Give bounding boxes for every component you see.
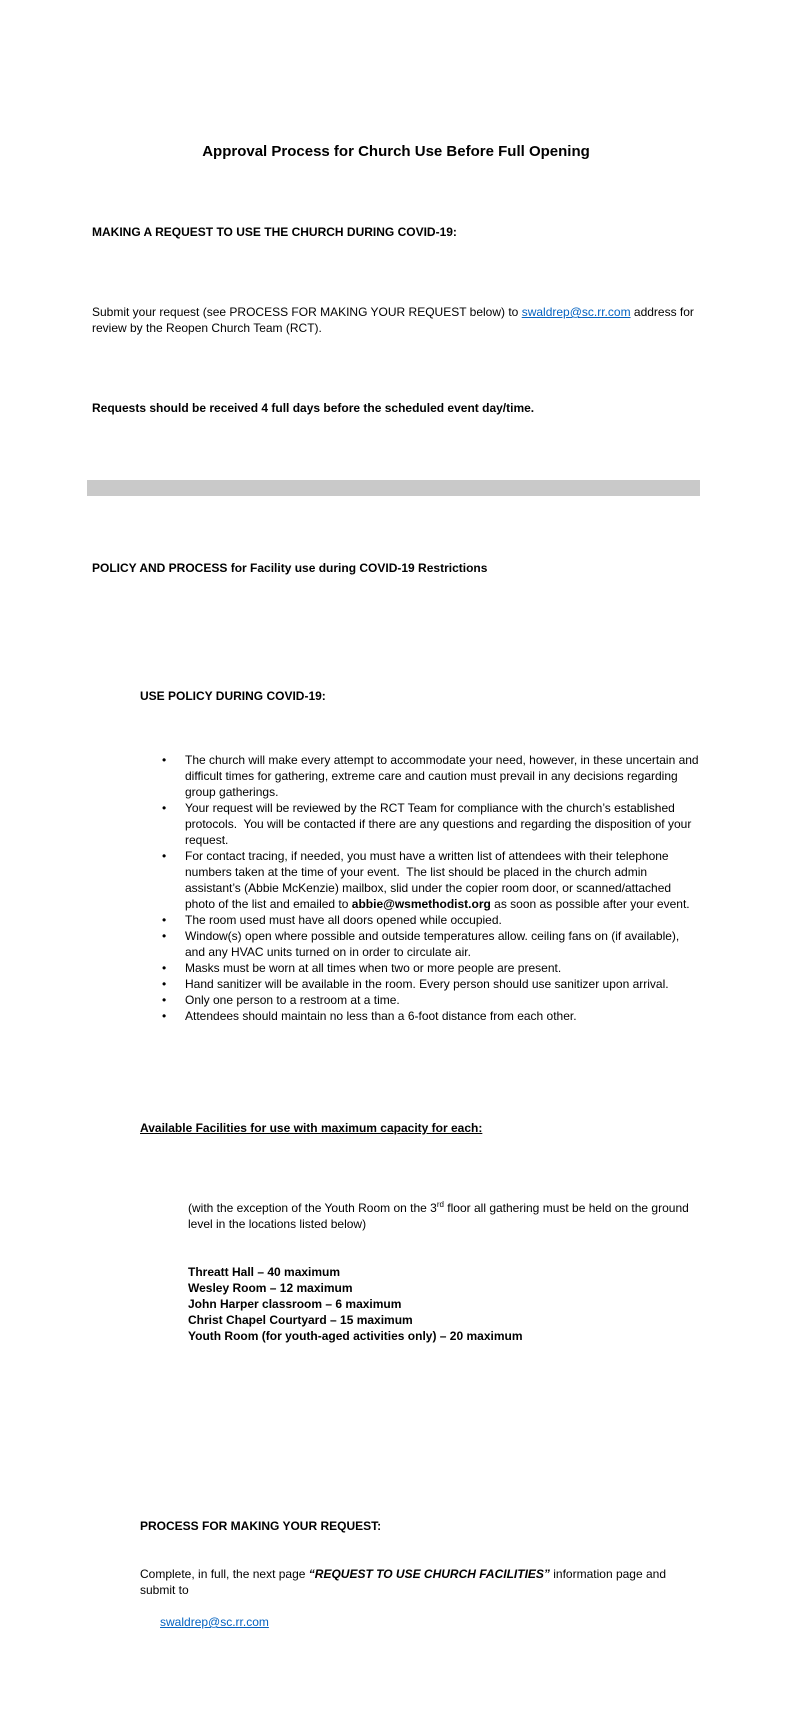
- email-link-swaldrep[interactable]: swaldrep@sc.rr.com: [521, 305, 631, 319]
- facility-room: John Harper classroom – 6 maximum: [188, 1297, 402, 1311]
- policy-bullet: [185, 752, 700, 800]
- facilities-note: [188, 1200, 700, 1232]
- text-segment: The church will make every attempt to accommodate your need, however, in these uncertain and difficult times for gathering, extreme care and caution must prevail in any decisions regarding group gatherings.: [185, 753, 702, 799]
- text-segment: Attendees should maintain no less than a 6-foot distance from each other.: [185, 1009, 577, 1023]
- process-section: [140, 1486, 700, 1646]
- use-policy-heading: USE POLICY DURING COVID-19:: [140, 689, 326, 703]
- text-segment: rd: [436, 1200, 444, 1209]
- deadline-note: Requests should be received 4 full days before the scheduled event day/time.: [92, 401, 535, 415]
- policy-bullet: [185, 976, 700, 992]
- facility-room: Threatt Hall – 40 maximum: [188, 1265, 341, 1279]
- page-title: Approval Process for Church Use Before Full Opening: [202, 143, 590, 160]
- policy-bullet: [185, 1008, 700, 1024]
- text-segment: Hand sanitizer will be available in the room. Every person should use sanitizer upon arrival.: [185, 977, 669, 991]
- text-segment: The room used must have all doors opened while occupied.: [185, 913, 502, 927]
- text-segment: Only one person to a restroom at a time.: [185, 993, 400, 1007]
- email-link-swaldrep-footer[interactable]: swaldrep@sc.rr.com: [160, 1615, 269, 1629]
- text-segment: Your request will be reviewed by the RCT Team for compliance with the church’s established protocols. You will be contacted if there are any questions and regarding the disposition of your request.: [185, 801, 695, 847]
- facilities-section: [140, 1088, 700, 1408]
- email-text-abbie: abbie@wsmethodist.org: [351, 897, 491, 911]
- section-divider-bar: [87, 480, 700, 496]
- submit-request-paragraph: [92, 304, 700, 336]
- policy-bullet: [185, 960, 700, 976]
- facility-room: Youth Room (for youth-aged activities only) – 20 maximum: [188, 1329, 523, 1343]
- text-segment: Masks must be worn at all times when two or more people are present.: [185, 961, 562, 975]
- text-segment: For contact tracing, if needed, you must have a written list of attendees with their telephone numbers taken at the time of your event. The list should be placed in the church admin assistant’s (Abbie McKenzie) mailbox, slid under the copier room door, or scanned/attached photo of the list and emailed to: [185, 849, 675, 911]
- policy-bullet: [185, 992, 700, 1008]
- text-segment: Complete, in full, the next page: [140, 1567, 309, 1581]
- facilities-room-list: [188, 1264, 700, 1344]
- text-segment: as soon as possible after your event.: [490, 897, 690, 911]
- text-segment: floor all gathering must be held on the ground level in the locations listed below): [188, 1201, 693, 1231]
- policy-section: [140, 640, 700, 1694]
- policy-bullet: [185, 928, 700, 960]
- policy-bullet: [185, 912, 700, 928]
- policy-bullet-list: [140, 752, 700, 1024]
- process-body: [140, 1566, 700, 1598]
- policy-bullet: [185, 848, 700, 912]
- text-segment: address for review by the Reopen Church Team (RCT).: [92, 305, 698, 335]
- text-segment: (with the exception of the Youth Room on the 3: [188, 1201, 437, 1215]
- making-request-heading: MAKING A REQUEST TO USE THE CHURCH DURING COVID-19:: [92, 225, 457, 239]
- text-segment: Window(s) open where possible and outside temperatures allow. ceiling fans on (if available), and any HVAC units turned on in order to circulate air.: [185, 929, 683, 959]
- facility-room: Christ Chapel Courtyard – 15 maximum: [188, 1313, 413, 1327]
- text-segment: Submit your request (see PROCESS FOR MAKING YOUR REQUEST below) to: [92, 305, 522, 319]
- text-segment: “REQUEST TO USE CHURCH FACILITIES”: [308, 1567, 550, 1581]
- policy-process-heading: POLICY AND PROCESS for Facility use during COVID-19 Restrictions: [92, 561, 488, 575]
- facilities-heading: Available Facilities for use with maximum capacity for each:: [140, 1121, 483, 1135]
- process-heading: PROCESS FOR MAKING YOUR REQUEST:: [140, 1519, 382, 1533]
- policy-bullet: [185, 800, 700, 848]
- text-segment: information page and submit to: [140, 1567, 670, 1597]
- facility-room: Wesley Room – 12 maximum: [188, 1281, 353, 1295]
